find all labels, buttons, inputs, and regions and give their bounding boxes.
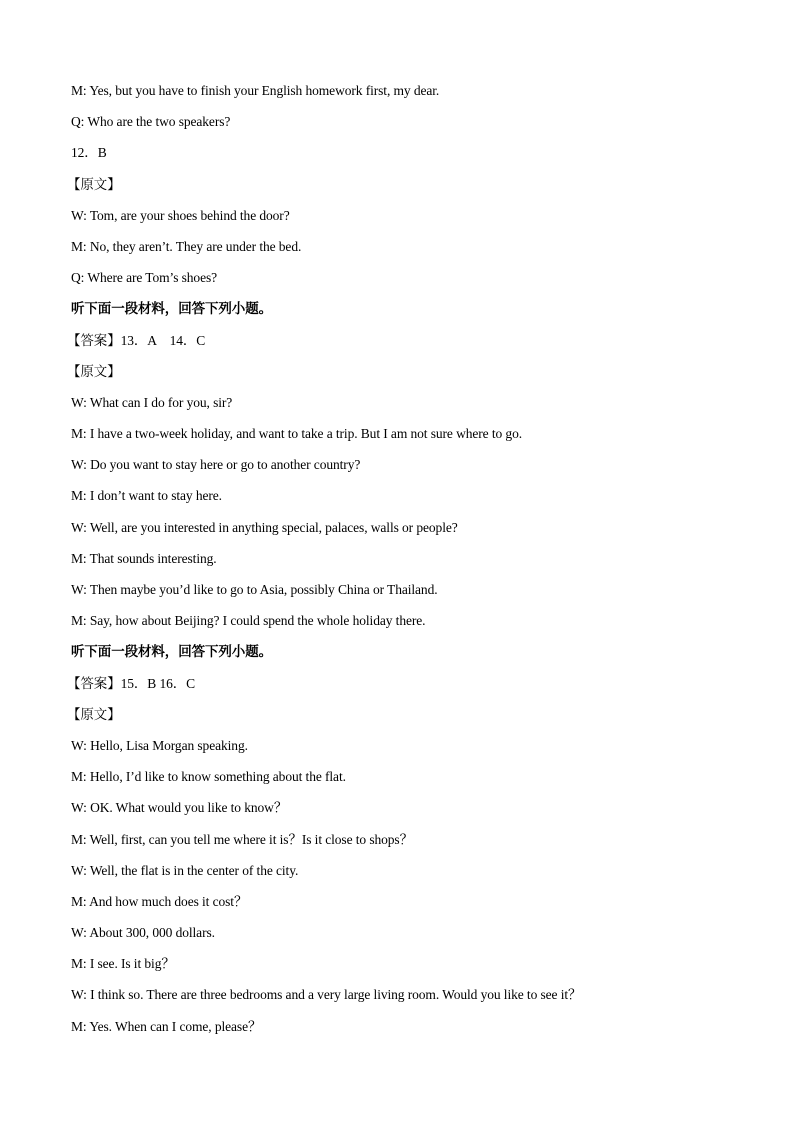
text-line: M: I don’t want to stay here. xyxy=(71,488,222,504)
bracket-label: 【答案】13．A 14．C xyxy=(67,332,206,348)
text-line: M: Yes. When can I come, please？ xyxy=(71,1018,262,1034)
document-body xyxy=(67,82,731,1049)
text-line: M: Hello, I’d like to know something about the flat. xyxy=(71,769,346,785)
text-line: M: No, they aren’t. They are under the bed. xyxy=(71,238,302,254)
bracket-label: 【答案】15．B 16．C xyxy=(67,675,196,691)
text-line: W: What can I do for you, sir? xyxy=(71,394,233,410)
text-line: 12．B xyxy=(71,145,107,161)
text-line: W: I think so. There are three bedrooms and a very large living room. Would you like to see it？ xyxy=(71,987,582,1003)
text-line: M: Well, first, can you tell me where it is？Is it close to shops？ xyxy=(71,831,413,847)
text-line: Q: Who are the two speakers? xyxy=(71,114,231,130)
text-line: M: Say, how about Beijing? I could spend the whole holiday there. xyxy=(71,613,426,629)
text-line: M: I see. Is it big？ xyxy=(71,956,175,972)
bracket-label: 【原文】 xyxy=(67,706,121,722)
text-line: M: And how much does it cost？ xyxy=(71,893,248,909)
text-line: W: Do you want to stay here or go to another country? xyxy=(71,457,361,473)
text-line: W: Well, are you interested in anything special, palaces, walls or people? xyxy=(71,519,458,535)
bracket-label: 【原文】 xyxy=(67,363,121,379)
text-line: M: I have a two-week holiday, and want to take a trip. But I am not sure where to go. xyxy=(71,426,522,442)
text-line: Q: Where are Tom’s shoes? xyxy=(71,270,218,286)
section-heading: 听下面一段材料，回答下列小题。 xyxy=(71,301,272,317)
text-line: W: OK. What would you like to know？ xyxy=(71,800,288,816)
text-line: M: That sounds interesting. xyxy=(71,550,217,566)
text-line: W: Then maybe you’d like to go to Asia, possibly China or Thailand. xyxy=(71,582,438,597)
text-line: W: Tom, are your shoes behind the door? xyxy=(71,207,290,223)
section-heading: 听下面一段材料，回答下列小题。 xyxy=(71,644,272,660)
bracket-label: 【原文】 xyxy=(67,176,121,192)
text-line: M: Yes, but you have to finish your English homework first, my dear. xyxy=(71,83,440,98)
text-line: W: Well, the flat is in the center of the city. xyxy=(71,862,299,878)
text-line: W: About 300, 000 dollars. xyxy=(71,925,215,941)
text-line: W: Hello, Lisa Morgan speaking. xyxy=(71,737,248,753)
